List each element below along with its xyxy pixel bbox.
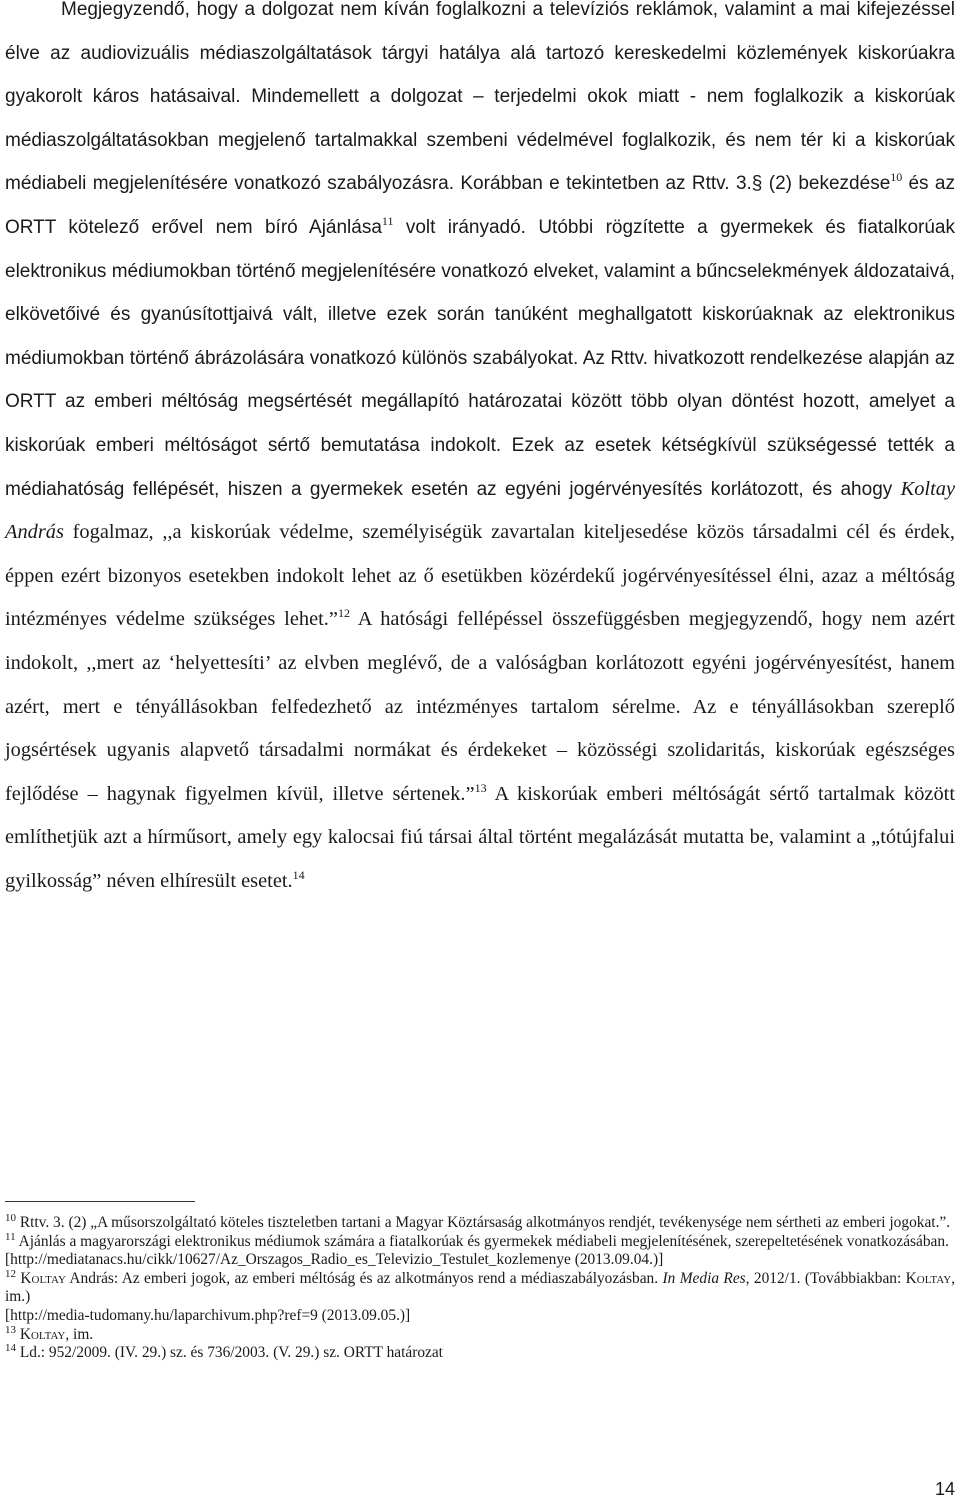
footnote-number: 13 [5,1323,16,1336]
footnote-13 [5,1323,955,1345]
section-sign: § [751,173,763,195]
footnote-11 [5,1230,955,1270]
paragraph-text-5: fogalmaz, ,,a kiskorúak védelme, személyiségük zavartalan kiteljesedése közös társadalmi cél és érdek, éppen ezért bizonyos esetekben indokolt lehet az ő esetükben közérdekű jogérvényesítéssel élni, azaz a méltóság intézményes védelme szükséges lehet.” [5,521,955,631]
footnote-text: , 2012/1. (Továbbiakban: [745,1269,906,1287]
footnote-ref-11[interactable]: 11 [381,214,394,229]
footnote-ref-14[interactable]: 14 [292,868,305,883]
footnote-12 [5,1267,955,1326]
footnote-author: Koltay [19,1325,66,1343]
footnote-text: Ld.: 952/2009. (IV. 29.) sz. és 736/2003. (V. 29.) sz. ORTT határozat [16,1344,443,1362]
paragraph-text-7: A kiskorúak emberi méltóságát sértő tartalmak között említhetjük azt a hírműsort, amely egy kalocsai fiú társai által történt megalázását mutatta be, valamint a „tótújfalui gyilkosság” néven elhíresült esetet. [5,782,955,892]
footnote-10 [5,1211,955,1233]
body-paragraph [5,0,955,903]
footnote-author: Koltay [20,1269,66,1287]
paragraph-text-2: (2) bekezdése [762,173,891,195]
footnote-text: Rttv. 3. (2) „A műsorszolgáltató köteles tiszteletben tartani a Magyar Köztársaság alkotmányos rendjét, tevékenysége nem sértheti az emberi jogokat.”. [16,1214,951,1231]
footnote-ref-12[interactable]: 12 [337,606,350,621]
footnote-number: 12 [5,1267,16,1280]
footnotes-section [5,1211,955,1363]
paragraph-text-4: volt irányadó. Utóbbi rögzítette a gyermekek és fiatalkorúak elektronikus médiumokban történő megjelenítésére vonatkozó elveket, valamint a bűncselekmények áldozataivá, elkövetőivé és gyanúsítottjaivá vált, illetve ezek során tanúként meghallgatott kiskorúaknak az elektronikus médiumokban történő ábrázolására vonatkozó különös szabályokat. Az Rttv. hivatkozott rendelkezése alapján az ORTT az emberi méltóság megsértését megállapító határozatai között több olyan döntést hozott, amelyet a kiskorúak emberi méltóságot sértő bemutatása indokolt. Ezek az esetek kétségkívül szükségessé tették a médiahatóság fellépését, hiszen a gyermekek esetén az egyéni jogérvényesítés korlátozott, és ahogy [5,216,955,500]
author-name-italic: Koltay András [5,477,955,544]
footnote-divider [5,1201,195,1202]
footnote-number: 11 [5,1230,16,1243]
footnote-link[interactable]: [http://media-tudomany.hu/laparchivum.php?ref=9 (2013.09.05.)] [5,1306,411,1324]
footnote-ref-13[interactable]: 13 [474,780,487,795]
footnote-number: 10 [5,1211,16,1224]
footnote-ref-10[interactable]: 10 [890,170,903,185]
footnote-journal: In Media Res [662,1269,746,1287]
footnote-14 [5,1344,955,1363]
paragraph-text-6: A hatósági fellépéssel összefüggésben megjegyzendő, hogy nem azért indokolt, ,,mert az ‘helyettesíti’ az elvben meglévő, de a valóságban korlátozott egyéni jogérvényesítést, hanem azért, mert e tényállásokban felfedezhető az intézményes tartalom sérelme. Az e tényállásokban szereplő jogsértések ugyanis alapvető társadalmi normákat és érdekeket – közösségi szolidaritás, kiskorúak egészséges fejlődése – hagynak figyelmen kívül, illetve sértenek.” [5,608,955,805]
paragraph-text-3: és az ORTT kötelező erővel nem bíró Ajánlása [5,173,955,238]
footnote-author: Koltay [905,1269,952,1287]
footnote-text: András: Az emberi jogok, az emberi méltóság és az alkotmányos rend a médiaszabályozásban. [65,1269,663,1287]
footnote-link[interactable]: [http://mediatanacs.hu/cikk/10627/Az_Orszagos_Radio_es_Televizio_Testulet_kozlemenye (2013.09.04.)] [5,1251,664,1269]
page-number: 14 [934,1479,955,1499]
footnote-text: , im.) [5,1269,955,1306]
footnote-text: Ajánlás a magyarországi elektronikus médiumok számára a fiatalkorúak és gyermekek médiabeli megjelenítésének, szerepeltetésének vonatkozásában. [15,1232,949,1250]
paragraph-text-1: Megjegyzendő, hogy a dolgozat nem kíván foglalkozni a televíziós reklámok, valamint a mai kifejezéssel élve az audiovizuális médiaszolgáltatások tárgyi hatálya alá tartozó kereskedelmi közlemények kiskorúakra gyakorolt káros hatásaival. Mindemellett a dolgozat – terjedelmi okok miatt - nem foglalkozik a kiskorúak médiaszolgáltatásokban megjelenő tartalmakkal szembeni védelmével foglalkozik, és nem tér ki a kiskorúak médiabeli megjelenítésére vonatkozó szabályozásra. Korábban e tekintetben az Rttv. 3. [5,0,955,195]
footnote-number: 14 [5,1342,16,1355]
footnote-text: , im. [65,1325,94,1343]
